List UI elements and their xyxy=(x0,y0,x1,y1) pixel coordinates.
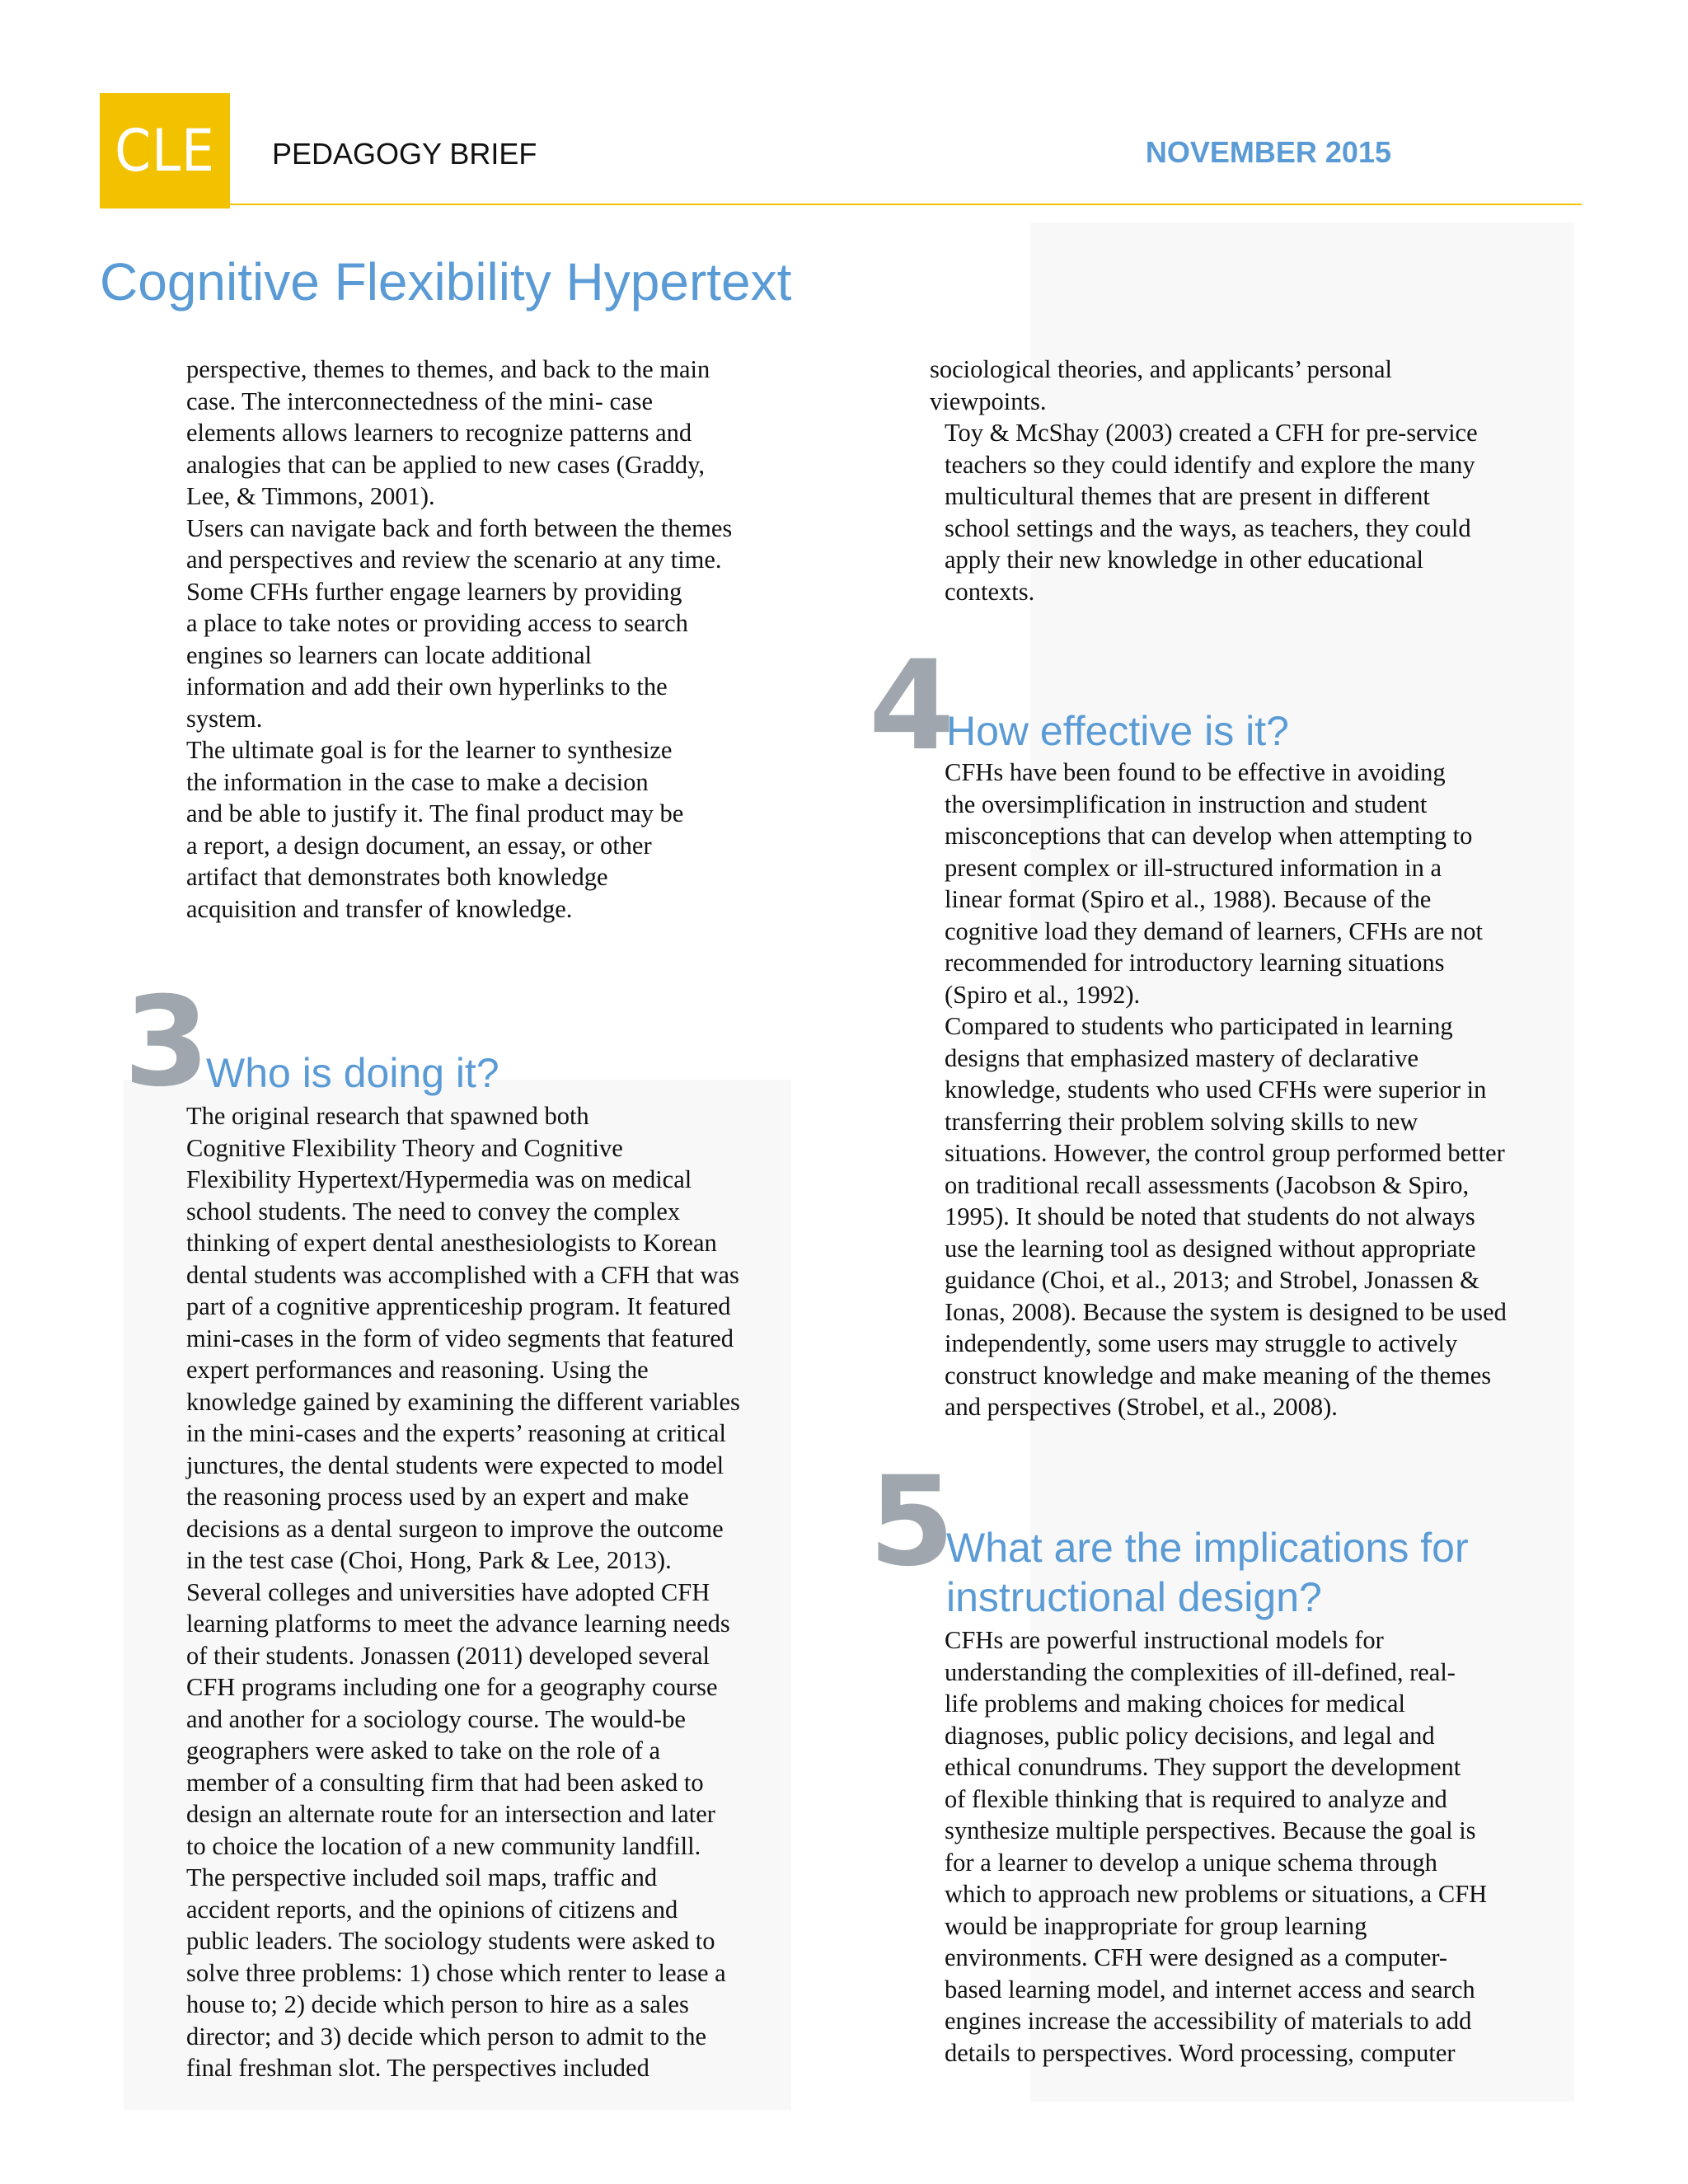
text-line: CFHs have been found to be effective in avoiding xyxy=(945,758,1446,786)
text-line: viewpoints. xyxy=(930,387,1047,415)
text-line: and another for a sociology course. The would-be xyxy=(186,1704,686,1733)
text-line: solve three problems: 1) chose which renter to lease a xyxy=(186,1958,726,1987)
text-line: Ionas, 2008). Because the system is designed to be used xyxy=(945,1297,1507,1326)
text-line: situations. However, the control group performed better xyxy=(945,1139,1505,1167)
text-line: based learning model, and internet access and search xyxy=(945,1975,1475,2004)
text-line: and perspectives and review the scenario at any time. xyxy=(186,546,722,574)
text-line: CFH programs including one for a geography course xyxy=(186,1673,718,1701)
text-line: Lee, & Timmons, 2001). xyxy=(186,482,435,510)
text-line: the oversimplification in instruction and student xyxy=(945,790,1428,818)
text-line: sociological theories, and applicants’ personal xyxy=(930,355,1392,383)
text-line: synthesize multiple perspectives. Because the goal is xyxy=(945,1816,1476,1844)
text-line: the information in the case to make a decision xyxy=(186,767,649,796)
text-line: of their students. Jonassen (2011) developed several xyxy=(186,1641,710,1670)
right-intro-paragraph xyxy=(945,417,1587,607)
text-line: school students. The need to convey the complex xyxy=(186,1197,681,1226)
section-heading-3: Who is doing it? xyxy=(206,1050,499,1096)
text-line: understanding the complexities of ill-defined, real- xyxy=(945,1657,1456,1686)
text-line: use the learning tool as designed without appropriate xyxy=(945,1234,1476,1263)
text-line: perspective, themes to themes, and back to the main xyxy=(186,355,710,383)
text-line: mini-cases in the form of video segments that featured xyxy=(186,1324,734,1352)
text-line: designs that emphasized mastery of declarative xyxy=(945,1043,1419,1072)
text-line: to choice the location of a new community landfill. xyxy=(186,1831,701,1860)
text-line: The original research that spawned both xyxy=(186,1102,589,1130)
text-line: linear format (Spiro et al., 1988). Because of the xyxy=(945,885,1432,913)
text-line: analogies that can be applied to new cases (Graddy, xyxy=(186,450,705,479)
text-line: thinking of expert dental anesthesiologists to Korean xyxy=(186,1229,717,1257)
text-line: final freshman slot. The perspectives included xyxy=(186,2054,649,2082)
text-line: misconceptions that can develop when attempting to xyxy=(945,822,1473,850)
text-line: multicultural themes that are present in different xyxy=(945,482,1430,510)
text-line: Compared to students who participated in learning xyxy=(945,1012,1453,1040)
text-line: acquisition and transfer of knowledge. xyxy=(186,894,573,923)
section-heading-5 xyxy=(946,1523,1469,1622)
text-line: ethical conundrums. They support the development xyxy=(945,1753,1461,1781)
text-line: The perspective included soil maps, traffic and xyxy=(186,1863,658,1891)
text-line: present complex or ill-structured information in a xyxy=(945,853,1442,882)
text-line: part of a cognitive apprenticeship program. It featured xyxy=(186,1292,731,1320)
text-line: system. xyxy=(186,704,263,733)
text-line: expert performances and reasoning. Using the xyxy=(186,1356,649,1384)
text-line: apply their new knowledge in other educational xyxy=(945,546,1424,574)
text-line: in the mini-cases and the experts’ reasoning at critical xyxy=(186,1419,726,1447)
section-number-4: 4 xyxy=(869,635,955,778)
text-line: construct knowledge and make meaning of the themes xyxy=(945,1361,1492,1390)
text-line: information and add their own hyperlinks to the xyxy=(186,673,668,701)
text-line: Cognitive Flexibility Theory and Cognitive xyxy=(186,1133,623,1162)
text-line: Some CFHs further engage learners by providing xyxy=(186,577,682,606)
text-block xyxy=(945,417,1587,607)
section-heading-5-line1: What are the implications for xyxy=(946,1525,1469,1571)
text-line: house to; 2) decide which person to hire as a sales xyxy=(186,1990,689,2018)
header-divider xyxy=(100,204,1582,205)
section-4-body xyxy=(945,757,1587,1423)
text-line: guidance (Choi, et al., 2013; and Strobel, Jonassen & xyxy=(945,1266,1479,1294)
left-intro-text xyxy=(186,354,813,925)
text-line: school settings and the ways, as teachers, they could xyxy=(945,513,1471,542)
text-line: teachers so they could identify and explore the many xyxy=(945,450,1475,479)
text-block xyxy=(945,757,1587,1423)
text-line: accident reports, and the opinions of citizens and xyxy=(186,1895,678,1924)
text-line: case. The interconnectedness of the mini- case xyxy=(186,387,653,415)
text-line: Several colleges and universities have adopted CFH xyxy=(186,1577,710,1606)
series-label: PEDAGOGY BRIEF xyxy=(272,137,537,171)
text-line: public leaders. The sociology students were asked to xyxy=(186,1927,715,1955)
text-line: and perspectives (Strobel, et al., 2008). xyxy=(945,1393,1338,1421)
text-block xyxy=(186,354,813,925)
text-line: knowledge gained by examining the different variables xyxy=(186,1387,740,1416)
text-line: decisions as a dental surgeon to improve the outcome xyxy=(186,1514,724,1543)
section-number-3: 3 xyxy=(124,971,210,1114)
text-line: (Spiro et al., 1992). xyxy=(945,980,1141,1009)
text-line: contexts. xyxy=(945,577,1035,606)
text-line: engines so learners can locate additional xyxy=(186,640,593,669)
text-line: Toy & McShay (2003) created a CFH for pre-service xyxy=(945,419,1478,447)
text-line: on traditional recall assessments (Jacobson & Spiro, xyxy=(945,1170,1470,1199)
text-line: Users can navigate back and forth between the themes xyxy=(186,513,733,542)
text-line: learning platforms to meet the advance learning needs xyxy=(186,1610,730,1638)
right-intro-continuation xyxy=(930,354,1573,417)
text-line: design an alternate route for an intersection and later xyxy=(186,1800,715,1828)
text-line: member of a consulting firm that had been asked to xyxy=(186,1768,704,1797)
text-line: transferring their problem solving skills to new xyxy=(945,1107,1418,1136)
text-line: details to perspectives. Word processing, computer xyxy=(945,2038,1456,2067)
text-line: independently, some users may struggle to actively xyxy=(945,1329,1458,1357)
text-line: knowledge, students who used CFHs were superior in xyxy=(945,1076,1487,1104)
text-line: cognitive load they demand of learners, CFHs are not xyxy=(945,916,1484,945)
text-line: Flexibility Hypertext/Hypermedia was on medical xyxy=(186,1165,692,1193)
section-5-body xyxy=(945,1624,1587,2069)
text-block xyxy=(930,354,1573,417)
text-line: environments. CFH were designed as a computer- xyxy=(945,1943,1448,1971)
text-line: 1995). It should be noted that students do not always xyxy=(945,1202,1475,1230)
issue-date: NOVEMBER 2015 xyxy=(1145,135,1391,169)
section-heading-5-line2: instructional design? xyxy=(946,1574,1322,1620)
text-line: CFHs are powerful instructional models for xyxy=(945,1626,1384,1654)
text-line: engines increase the accessibility of materials to add xyxy=(945,2007,1472,2035)
text-line: which to approach new problems or situations, a CFH xyxy=(945,1880,1488,1908)
text-line: The ultimate goal is for the learner to synthesize xyxy=(186,736,673,764)
text-line: artifact that demonstrates both knowledge xyxy=(186,863,608,891)
text-line: of flexible thinking that is required to analyze and xyxy=(945,1784,1447,1813)
text-line: elements allows learners to recognize patterns and xyxy=(186,419,692,447)
text-block xyxy=(186,1100,813,2084)
text-line: the reasoning process used by an expert and make xyxy=(186,1483,689,1511)
section-number-5: 5 xyxy=(869,1451,955,1594)
text-line: recommended for introductory learning situations xyxy=(945,949,1445,977)
text-block xyxy=(945,1624,1587,2069)
text-line: diagnoses, public policy decisions, and legal and xyxy=(945,1721,1435,1750)
text-line: dental students was accomplished with a CFH that was xyxy=(186,1260,739,1289)
text-line: director; and 3) decide which person to admit to the xyxy=(186,2022,706,2050)
text-line: life problems and making choices for medical xyxy=(945,1690,1405,1718)
text-line: in the test case (Choi, Hong, Park & Lee, 2013). xyxy=(186,1546,672,1574)
page-title: Cognitive Flexibility Hypertext xyxy=(100,252,792,312)
section-3-body xyxy=(186,1100,813,2084)
cle-logo: CLE xyxy=(100,93,230,209)
text-line: geographers were asked to take on the role of a xyxy=(186,1736,661,1765)
text-line: would be inappropriate for group learning xyxy=(945,1911,1367,1940)
text-line: for a learner to develop a unique schema through xyxy=(945,1848,1437,1877)
text-line: junctures, the dental students were expected to model xyxy=(186,1451,724,1479)
section-heading-4: How effective is it? xyxy=(946,708,1289,754)
text-line: a place to take notes or providing access to search xyxy=(186,609,688,637)
text-line: and be able to justify it. The final product may be xyxy=(186,799,684,827)
text-line: a report, a design document, an essay, or other xyxy=(186,831,652,860)
